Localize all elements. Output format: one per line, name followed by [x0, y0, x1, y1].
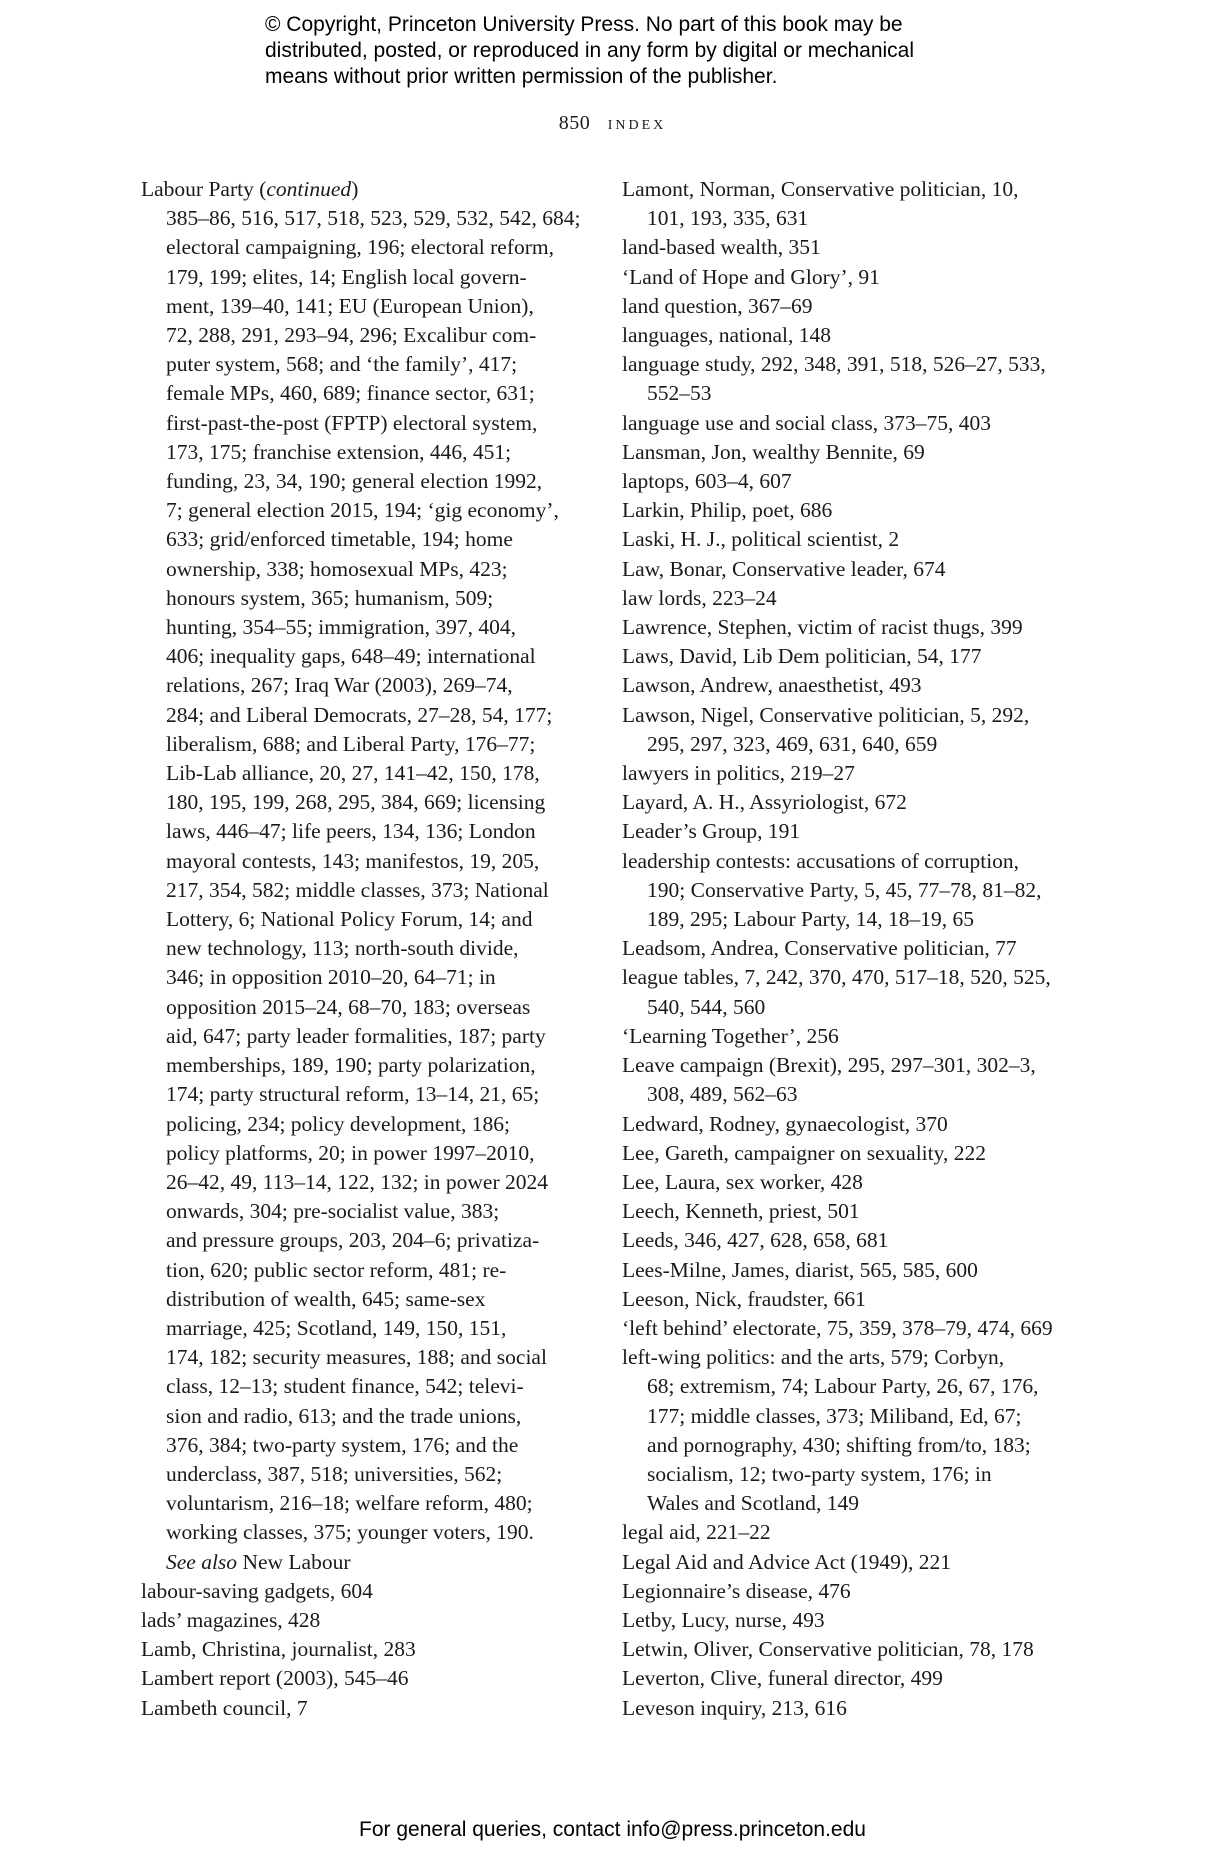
subentry-line: class, 12–13; student finance, 542; televi-: [166, 1374, 524, 1399]
entry-line: ‘Learning Together’, 256: [622, 1023, 839, 1048]
index-entry: [622, 1606, 1072, 1635]
entry-line: land-based wealth, 351: [622, 235, 821, 260]
index-entry: [622, 1110, 1072, 1139]
subentry-line: 173, 175; franchise extension, 446, 451;: [166, 439, 512, 464]
entry-line: Law, Bonar, Conservative leader, 674: [622, 556, 946, 581]
index-entry: [622, 1694, 1072, 1723]
entry-continuation-line: 189, 295; Labour Party, 14, 18–19, 65: [647, 907, 975, 932]
index-entry: [622, 409, 1072, 438]
copyright-line: means without prior written permission of the publisher.: [265, 65, 778, 88]
entry-line: lawyers in politics, 219–27: [622, 761, 855, 786]
subentry-line: 376, 384; two-party system, 176; and the: [166, 1432, 519, 1457]
entry-line: Lamb, Christina, journalist, 283: [141, 1637, 416, 1662]
entry-line: Laws, David, Lib Dem politician, 54, 177: [622, 644, 982, 669]
index-entry: [622, 1635, 1072, 1664]
entry-line: Larkin, Philip, poet, 686: [622, 498, 833, 523]
entry-line: Lawson, Nigel, Conservative politician, 5, 292,: [622, 702, 1030, 727]
subentry-line: memberships, 189, 190; party polarization,: [166, 1053, 536, 1078]
index-entry: [622, 934, 1072, 963]
index-column-left: [141, 175, 601, 1723]
subentry-line: electoral campaigning, 196; electoral reform,: [166, 235, 555, 260]
entry-continuation-line: 295, 297, 323, 469, 631, 640, 659: [647, 731, 938, 756]
entry-continuation-line: 101, 193, 335, 631: [647, 206, 809, 231]
index-entry: [622, 642, 1072, 671]
entry-line: Leave campaign (Brexit), 295, 297–301, 302–3,: [622, 1053, 1036, 1078]
subentry-line: puter system, 568; and ‘the family’, 417;: [166, 352, 518, 377]
index-entry: [622, 555, 1072, 584]
index-entry: [622, 1518, 1072, 1547]
subentry-line: 406; inequality gaps, 648–49; international: [166, 644, 536, 669]
subentry-line: mayoral contests, 143; manifestos, 19, 205,: [166, 848, 540, 873]
entry-line: Leadsom, Andrea, Conservative politician, 77: [622, 936, 1017, 961]
entry-line: lads’ magazines, 428: [141, 1607, 321, 1632]
entry-line: Leech, Kenneth, priest, 501: [622, 1199, 860, 1224]
subentry-line: first-past-the-post (FPTP) electoral system,: [166, 410, 538, 435]
subentry-line: 179, 199; elites, 14; English local govern-: [166, 264, 527, 289]
index-entry: [622, 817, 1072, 846]
index-entry: [622, 525, 1072, 554]
entry-continuation-line: 190; Conservative Party, 5, 45, 77–78, 81–82,: [647, 877, 1042, 902]
subentry-line: relations, 267; Iraq War (2003), 269–74,: [166, 673, 513, 698]
index-entry: [622, 1139, 1072, 1168]
subentry-line: ment, 139–40, 141; EU (European Union),: [166, 293, 534, 318]
entry-line: Legal Aid and Advice Act (1949), 221: [622, 1549, 951, 1574]
copyright-line: distributed, posted, or reproduced in any form by digital or mechanical: [265, 39, 915, 62]
subentry-line: 284; and Liberal Democrats, 27–28, 54, 177;: [166, 702, 553, 727]
copyright-line: © Copyright, Princeton University Press. No part of this book may be: [265, 13, 903, 36]
index-entry: [622, 438, 1072, 467]
subentry-line: 346; in opposition 2010–20, 64–71; in: [166, 965, 496, 990]
subentry-line: and pressure groups, 203, 204–6; privatiza-: [166, 1228, 540, 1253]
entry-line: language study, 292, 348, 391, 518, 526–27, 533,: [622, 352, 1046, 377]
entry-line: land question, 367–69: [622, 293, 813, 318]
entry-heading: [141, 175, 601, 204]
entry-line: Lee, Laura, sex worker, 428: [622, 1169, 863, 1194]
subentry-line: 180, 195, 199, 268, 295, 384, 669; licensing: [166, 790, 546, 815]
index-entry: [622, 233, 1072, 262]
entry-line: leadership contests: accusations of corruption,: [622, 848, 1020, 873]
subentry-line: Lib-Lab alliance, 20, 27, 141–42, 150, 178,: [166, 761, 540, 786]
see-also-target: New Labour: [237, 1549, 351, 1574]
entry-line: Lawrence, Stephen, victim of racist thugs, 399: [622, 615, 1023, 640]
index-entry: [622, 292, 1072, 321]
entry-line: Ledward, Rodney, gynaecologist, 370: [622, 1111, 948, 1136]
subentry-line: 26–42, 49, 113–14, 122, 132; in power 2024: [166, 1169, 549, 1194]
entry-line: languages, national, 148: [622, 323, 831, 348]
entry-line: league tables, 7, 242, 370, 470, 517–18, 520, 525,: [622, 965, 1051, 990]
subentry-line: Lottery, 6; National Policy Forum, 14; and: [166, 907, 533, 932]
index-entry: [622, 1343, 1072, 1518]
heading-text: Labour Party (: [141, 177, 267, 201]
heading-italic: continued: [266, 177, 352, 201]
entry-line: Letwin, Oliver, Conservative politician, 78, 178: [622, 1637, 1034, 1662]
entry-line: Letby, Lucy, nurse, 493: [622, 1607, 825, 1632]
entry-line: Leeson, Nick, fraudster, 661: [622, 1286, 866, 1311]
entry-line: Leverton, Clive, funeral director, 499: [622, 1666, 943, 1691]
index-entry: [622, 701, 1072, 759]
copyright-notice: [265, 12, 985, 90]
index-entry: [622, 613, 1072, 642]
index-entry: [141, 1606, 601, 1635]
subentry-line: hunting, 354–55; immigration, 397, 404,: [166, 615, 516, 640]
entry-line: Leveson inquiry, 213, 616: [622, 1695, 847, 1720]
index-entry: [622, 1168, 1072, 1197]
subentry-line: underclass, 387, 518; universities, 562;: [166, 1461, 503, 1486]
entry-line: language use and social class, 373–75, 403: [622, 410, 991, 435]
entry-line: Legionnaire’s disease, 476: [622, 1578, 851, 1603]
index-entry-labour-party: [141, 175, 601, 1577]
index-column-right: [622, 175, 1072, 1723]
entry-line: left-wing politics: and the arts, 579; Corbyn,: [622, 1345, 1005, 1370]
index-entry: [622, 1285, 1072, 1314]
subentry-line: 174; party structural reform, 13–14, 21, 65;: [166, 1082, 540, 1107]
see-also-reference: [141, 1548, 601, 1577]
subentry-line: onwards, 304; pre-socialist value, 383;: [166, 1199, 500, 1224]
subentry-line: 217, 354, 582; middle classes, 373; National: [166, 877, 549, 902]
subentry-line: policy platforms, 20; in power 1997–2010,: [166, 1140, 535, 1165]
entry-line: Layard, A. H., Assyriologist, 672: [622, 790, 907, 815]
entry-line: Lamont, Norman, Conservative politician, 10,: [622, 177, 1019, 201]
index-entry: [622, 1577, 1072, 1606]
subentry-line: marriage, 425; Scotland, 149, 150, 151,: [166, 1315, 507, 1340]
subentry-line: policing, 234; policy development, 186;: [166, 1111, 510, 1136]
subentry-line: liberalism, 688; and Liberal Party, 176–77;: [166, 731, 536, 756]
subentry-line: aid, 647; party leader formalities, 187; party: [166, 1023, 546, 1048]
entry-continuation-line: socialism, 12; two-party system, 176; in: [647, 1461, 992, 1486]
entry-line: ‘left behind’ electorate, 75, 359, 378–79, 474, 669: [622, 1315, 1053, 1340]
entry-line: legal aid, 221–22: [622, 1520, 771, 1545]
heading-close: ): [351, 177, 359, 201]
index-entry: [622, 1226, 1072, 1255]
index-entry: [622, 584, 1072, 613]
subentry-line: female MPs, 460, 689; finance sector, 631;: [166, 381, 535, 406]
entry-continuation-line: Wales and Scotland, 149: [647, 1491, 860, 1516]
subentry-line: 7; general election 2015, 194; ‘gig economy’,: [166, 498, 559, 523]
subentry-line: distribution of wealth, 645; same-sex: [166, 1286, 486, 1311]
index-entry: [622, 496, 1072, 525]
subentry-line: laws, 446–47; life peers, 134, 136; London: [166, 819, 536, 844]
subentry-line: sion and radio, 613; and the trade unions,: [166, 1403, 522, 1428]
entry-line: Lansman, Jon, wealthy Bennite, 69: [622, 439, 925, 464]
index-entry: [622, 467, 1072, 496]
index-entry: [141, 1635, 601, 1664]
index-entry: [622, 350, 1072, 408]
entry-line: Leader’s Group, 191: [622, 819, 801, 844]
subentry-line: voluntarism, 216–18; welfare reform, 480;: [166, 1491, 533, 1516]
index-entry-list: [141, 1577, 601, 1723]
entry-line: Lees-Milne, James, diarist, 565, 585, 600: [622, 1257, 978, 1282]
entry-continuation-line: and pornography, 430; shifting from/to, 183;: [647, 1432, 1031, 1457]
subentry-line: tion, 620; public sector reform, 481; re-: [166, 1257, 507, 1282]
running-head: [0, 112, 1225, 135]
index-entry: [622, 175, 1072, 233]
index-entry: [622, 1664, 1072, 1693]
subentry-line: new technology, 113; north-south divide,: [166, 936, 519, 961]
subentry-line: funding, 23, 34, 190; general election 1992,: [166, 469, 543, 494]
entry-continuation-line: 540, 544, 560: [647, 994, 766, 1019]
subentry-line: 633; grid/enforced timetable, 194; home: [166, 527, 513, 552]
entry-line: Lee, Gareth, campaigner on sexuality, 222: [622, 1140, 986, 1165]
index-entry-list: [622, 175, 1072, 1723]
index-entry: [622, 1051, 1072, 1109]
index-entry: [622, 963, 1072, 1021]
subentry-line: 72, 288, 291, 293–94, 296; Excalibur com-: [166, 323, 537, 348]
index-entry: [622, 321, 1072, 350]
entry-line: laptops, 603–4, 607: [622, 469, 792, 494]
subentry-line: 385–86, 516, 517, 518, 523, 529, 532, 542, 684;: [166, 206, 581, 231]
entry-line: law lords, 223–24: [622, 585, 777, 610]
entry-continuation-line: 308, 489, 562–63: [647, 1082, 798, 1107]
subentry-lines: [141, 204, 601, 1547]
subentry-line: 174, 182; security measures, 188; and social: [166, 1345, 547, 1370]
entry-continuation-line: 68; extremism, 74; Labour Party, 26, 67, 176,: [647, 1374, 1039, 1399]
index-entry: [622, 1314, 1072, 1343]
index-entry: [622, 847, 1072, 935]
entry-line: ‘Land of Hope and Glory’, 91: [622, 264, 880, 289]
index-entry: [622, 759, 1072, 788]
index-entry: [622, 1256, 1072, 1285]
running-head-title: index: [607, 112, 667, 134]
entry-continuation-line: 177; middle classes, 373; Miliband, Ed, 67;: [647, 1403, 1022, 1428]
entry-line: labour-saving gadgets, 604: [141, 1578, 373, 1603]
index-entry: [622, 1548, 1072, 1577]
subentry-line: opposition 2015–24, 68–70, 183; overseas: [166, 994, 531, 1019]
index-entry: [622, 788, 1072, 817]
index-entry: [622, 1022, 1072, 1051]
subentry-line: honours system, 365; humanism, 509;: [166, 585, 494, 610]
index-entry: [141, 1577, 601, 1606]
index-entry: [622, 263, 1072, 292]
see-also-label: See also: [166, 1549, 238, 1574]
index-entry: [141, 1664, 601, 1693]
page-number: 850: [558, 112, 591, 134]
subentry-line: ownership, 338; homosexual MPs, 423;: [166, 556, 508, 581]
index-entry: [141, 1694, 601, 1723]
entry-line: Lambeth council, 7: [141, 1695, 308, 1720]
index-entry: [622, 1197, 1072, 1226]
entry-line: Laski, H. J., political scientist, 2: [622, 527, 900, 552]
subentry-line: working classes, 375; younger voters, 190.: [166, 1520, 534, 1545]
entry-continuation-line: 552–53: [647, 381, 712, 406]
entry-line: Leeds, 346, 427, 628, 658, 681: [622, 1228, 889, 1253]
footer-contact: For general queries, contact info@press.princeton.edu: [359, 1818, 866, 1841]
index-entry: [622, 671, 1072, 700]
entry-line: Lawson, Andrew, anaesthetist, 493: [622, 673, 922, 698]
entry-line: Lambert report (2003), 545–46: [141, 1666, 409, 1691]
